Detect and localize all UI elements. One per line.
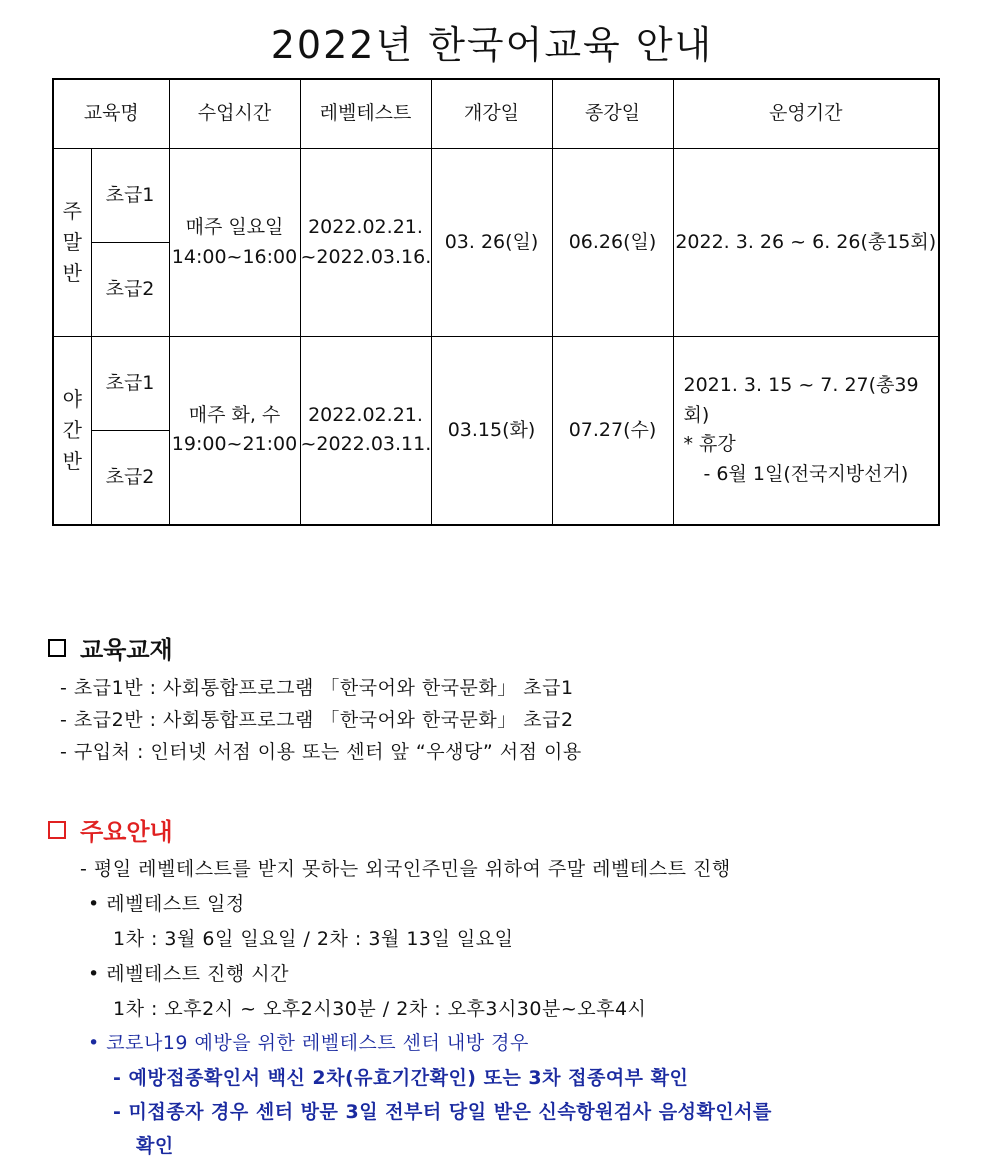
header-start-date: 개강일	[431, 79, 552, 149]
schedule-title: • 레벨테스트 일정	[88, 893, 245, 915]
notice-intro: - 평일 레벨테스트를 받지 못하는 외국인주민을 위하여 주말 레벨테스트 진행	[80, 858, 731, 880]
table-row	[53, 149, 939, 243]
checkbox-square-icon	[48, 639, 66, 657]
covid-item-2: - 미접종자 경우 센터 방문 3일 전부터 당일 받은 신속항원검사 음성확인서를	[113, 1101, 772, 1123]
evening-period-range: 2021. 3. 15 ~ 7. 27(총39회)	[683, 374, 919, 426]
evening-level-1: 초급1	[91, 337, 169, 431]
textbook-item-1: - 초급1반 : 사회통합프로그램 「한국어와 한국문화」 초급1	[60, 677, 574, 699]
covid-item-2-continued: 확인	[136, 1135, 174, 1157]
evening-period-holiday-label: * 휴강	[683, 433, 736, 456]
evening-category	[53, 337, 91, 525]
evening-start: 03.15(화)	[431, 337, 552, 525]
weekend-category	[53, 149, 91, 337]
header-period: 운영기간	[673, 79, 939, 149]
weekend-level-test	[300, 149, 431, 337]
evening-time-hours: 19:00~21:00	[171, 433, 298, 456]
weekend-end: 06.26(일)	[552, 149, 673, 337]
covid-item-1: - 예방접종확인서 백신 2차(유효기간확인) 또는 3차 접종여부 확인	[113, 1067, 689, 1089]
page-title: 2022년 한국어교육 안내	[270, 23, 714, 67]
covid-title: • 코로나19 예방을 위한 레벨테스트 센터 내방 경우	[88, 1032, 529, 1054]
textbook-item-3: - 구입처 : 인터넷 서점 이용 또는 센터 앞 “우생당” 서점 이용	[60, 741, 582, 763]
evening-level-test	[300, 337, 431, 525]
header-course: 교육명	[53, 79, 169, 149]
evening-end: 07.27(수)	[552, 337, 673, 525]
weekend-level-2: 초급2	[91, 243, 169, 337]
weekend-level-1: 초급1	[91, 149, 169, 243]
evening-test-to: ~2022.03.11.	[300, 433, 432, 456]
time-title: • 레벨테스트 진행 시간	[88, 963, 290, 985]
weekend-category-label: 주말반	[62, 199, 82, 285]
weekend-test-to: ~2022.03.16.	[300, 245, 432, 268]
evening-test-from: 2022.02.21.	[308, 403, 423, 426]
weekend-class-time	[169, 149, 300, 337]
weekend-time-days: 매주 일요일	[185, 216, 284, 239]
checkbox-square-icon	[48, 821, 66, 839]
table-row	[53, 337, 939, 431]
header-end-date: 종강일	[552, 79, 673, 149]
evening-period	[673, 337, 939, 525]
evening-class-time	[169, 337, 300, 525]
time-detail: 1차 : 오후2시 ~ 오후2시30분 / 2차 : 오후3시30분~오후4시	[113, 998, 647, 1020]
textbook-heading	[48, 630, 173, 665]
textbook-heading-label: 교육교재	[80, 636, 173, 664]
weekend-period: 2022. 3. 26 ~ 6. 26(총15회)	[673, 149, 939, 337]
header-level-test: 레벨테스트	[300, 79, 431, 149]
textbook-item-2: - 초급2반 : 사회통합프로그램 「한국어와 한국문화」 초급2	[60, 709, 574, 731]
evening-category-label: 야간반	[62, 386, 82, 473]
weekend-start: 03. 26(일)	[431, 149, 552, 337]
evening-period-holiday-date: - 6월 1일(전국지방선거)	[703, 462, 909, 485]
weekend-test-from: 2022.02.21.	[308, 216, 423, 239]
notice-heading-label: 주요안내	[80, 818, 173, 846]
notice-heading	[48, 812, 173, 847]
header-class-time: 수업시간	[169, 79, 300, 149]
evening-time-days: 매주 화, 수	[188, 403, 281, 426]
schedule-table	[52, 78, 940, 526]
schedule-detail: 1차 : 3월 6일 일요일 / 2차 : 3월 13일 일요일	[113, 928, 514, 950]
evening-level-2: 초급2	[91, 431, 169, 525]
table-header-row	[53, 79, 939, 149]
weekend-time-hours: 14:00~16:00	[171, 245, 298, 268]
